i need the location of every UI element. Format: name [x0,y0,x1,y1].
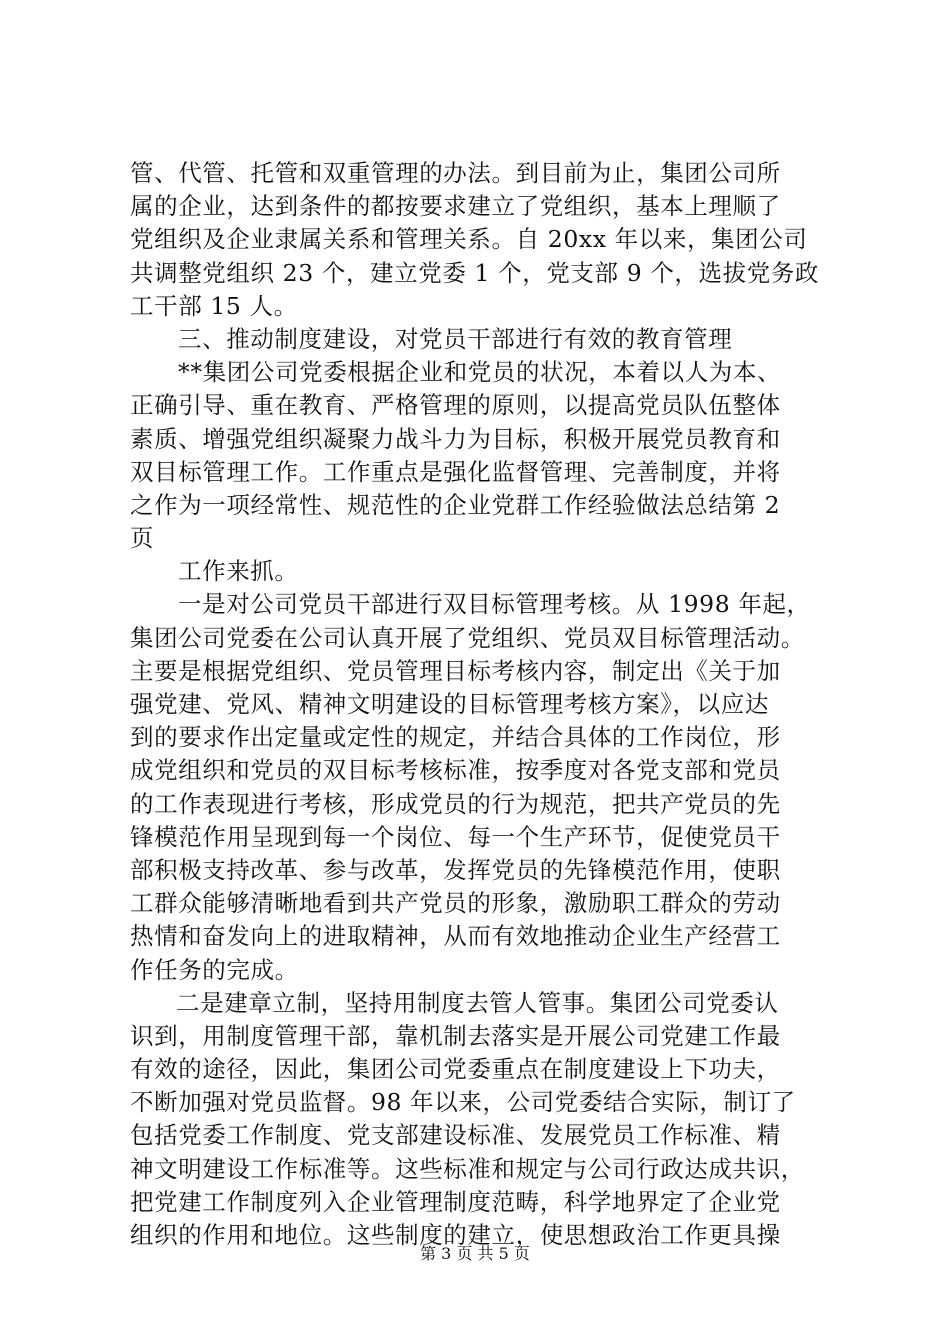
text-line: 不断加强对党员监督。98 年以来，公司党委结合实际，制订了 [130,1088,796,1117]
text-line: 的工作表现进行考核，形成党员的行为规范，把共产党员的先 [130,789,781,818]
text-line: 页 [130,524,155,553]
text-line: 有效的途径，因此，集团公司党委重点在制度建设上下功夫， [130,1055,781,1084]
text-line: 双目标管理工作。工作重点是强化监督管理、完善制度，并将 [130,457,781,486]
text-line: 之作为一项经常性、规范性的企业党群工作经验做法总结第 2 [130,490,781,519]
text-line: 工群众能够清晰地看到共产党员的形象，激励职工群众的劳动 [130,889,781,918]
section-heading: 三、推动制度建设，对党员干部进行有效的教育管理 [178,324,733,353]
text-line: 部积极支持改革、参与改革，发挥党员的先锋模范作用，使职 [130,855,781,884]
text-line: 主要是根据党组织、党员管理目标考核内容，制定出《关于加 [130,656,781,685]
text-line: 包括党委工作制度、党支部建设标准、发展党员工作标准、精 [130,1121,781,1150]
text-line: 工作来抓。 [178,557,299,586]
text-line: 成党组织和党员的双目标考核标准，按季度对各党支部和党员 [130,756,781,785]
text-line: 管、代管、托管和双重管理的办法。到目前为止，集团公司所 [130,159,781,187]
text-line: 党组织及企业隶属关系和管理关系。自 20xx 年以来，集团公司 [130,225,808,254]
text-line: 一是对公司党员干部进行双目标管理考核。从 1998 年起， [178,590,811,619]
text-line: 神文明建设工作标准等。这些标准和规定与公司行政达成共识， [130,1154,805,1183]
text-line: 正确引导、重在教育、严格管理的原则，以提高党员队伍整体 [130,391,781,420]
text-line: 强党建、党风、精神文明建设的目标管理考核方案》，以应达 [130,690,769,718]
text-line: 素质、增强党组织凝聚力战斗力为目标，积极开展党员教育和 [130,424,781,453]
text-line: 把党建工作制度列入企业管理制度范畴，科学地界定了企业党 [130,1187,781,1216]
text-line: 识到，用制度管理干部，靠机制去落实是开展公司党建工作最 [130,1021,781,1050]
text-line: 共调整党组织 23 个，建立党委 1 个，党支部 9 个，选拔党务政 [130,258,820,287]
text-line: 二是建章立制，坚持用制度去管人管事。集团公司党委认 [176,988,779,1017]
text-line: 集团公司党委在公司认真开展了党组织、党员双目标管理活动。 [130,623,805,652]
text-line: **集团公司党委根据企业和党员的状况，本着以人为本、 [178,358,782,387]
page-number-footer: 第 3 页 共 5 页 [420,1244,530,1263]
text-line: 工干部 15 人。 [130,291,298,320]
document-body [130,157,830,1252]
text-line: 组织的作用和地位。这些制度的建立，使思想政治工作更具操 [130,1221,781,1249]
text-line: 热情和奋发向上的进取精神，从而有效地推动企业生产经营工 [130,922,781,951]
text-line: 到的要求作出定量或定性的规定，并结合具体的工作岗位，形 [130,723,781,752]
text-line: 锋模范作用呈现到每一个岗位、每一个生产环节，促使党员干 [130,822,781,851]
text-line: 属的企业，达到条件的都按要求建立了党组织，基本上理顺了 [130,192,781,221]
text-line: 作任务的完成。 [130,955,299,984]
